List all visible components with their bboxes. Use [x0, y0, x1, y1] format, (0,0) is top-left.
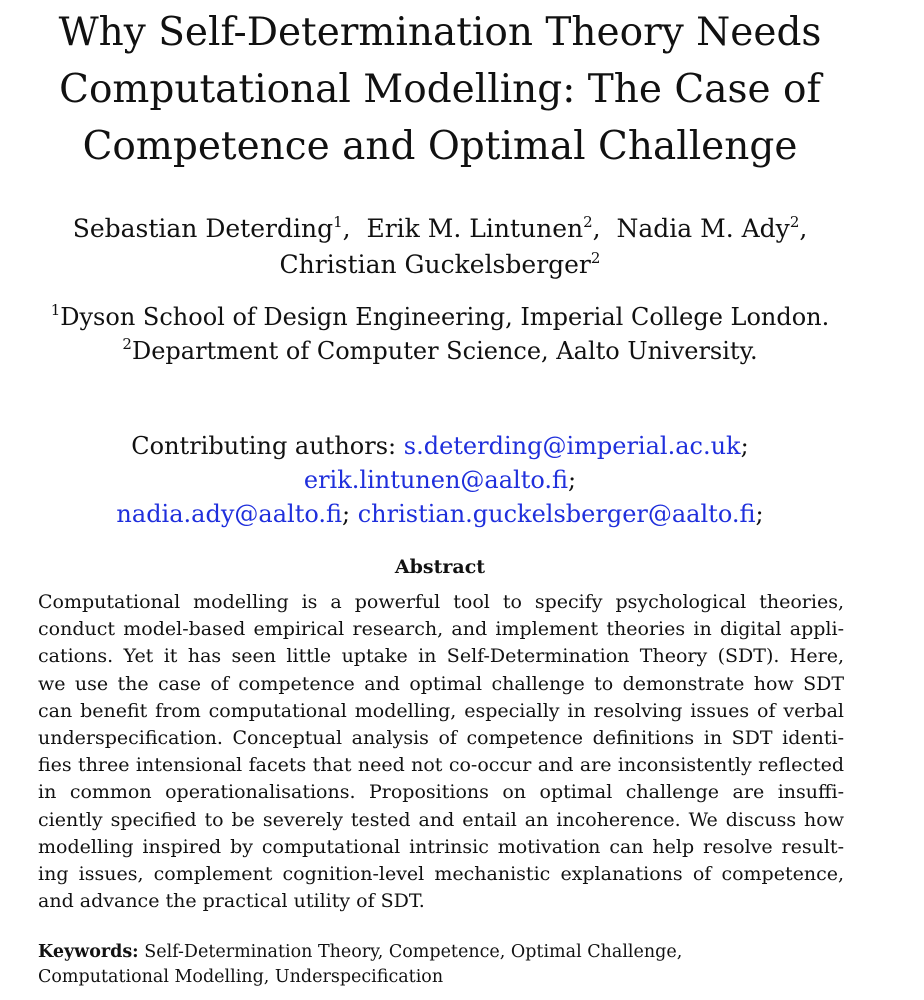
affiliation-text: Department of Computer Science, Aalto University.: [131, 337, 758, 365]
affiliation-line: [40, 334, 840, 368]
abstract-line: ing issues, complement cognition-level mechanistic explanations of competence,: [38, 862, 844, 885]
author-list: Sebastian Deterding$^1$, Erik M. Lintunen$^2$, Nadia M. Ady$^2$, Christian Guckelsberger$^2$: [72, 213, 808, 279]
title-line: Competence and Optimal Challenge: [82, 124, 798, 169]
abstract-line: cations. Yet it has seen little uptake in Self-Determination Theory (SDT). Here,: [38, 645, 844, 668]
email-link[interactable]: erik.lintunen@aalto.fi: [303, 466, 569, 494]
affiliation-marker: 1: [50, 301, 61, 319]
email-link[interactable]: s.deterding@imperial.ac.uk: [403, 432, 741, 460]
abstract-line: and advance the practical utility of SDT.: [38, 890, 425, 913]
affiliations: [40, 300, 840, 368]
author-affil-marker: 2: [789, 213, 800, 231]
abstract-line: modelling inspired by computational intrinsic motivation can help resolve result-: [38, 835, 844, 858]
abstract-line: conduct model-based empirical research, and implement theories in digital appli-: [38, 618, 844, 641]
keywords-text: Computational Modelling, Underspecification: [38, 967, 444, 987]
author-name: Erik M. Lintunen: [366, 214, 584, 243]
abstract-body: [38, 589, 844, 915]
abstract-line: Computational modelling is a powerful tool to specify psychological theories,: [38, 591, 844, 613]
author-affil-marker: 1: [333, 213, 343, 231]
abstract-line: fies three intensional facets that need not co-occur and are inconsistently reflected: [38, 754, 844, 777]
contributing-authors: Contributing authors: s.deterding@imperial.ac.uk; erik.lintunen@aalto.fi; nadia.ady@aalto.fi; christian.guckelsberger@aalto.fi;: [116, 432, 764, 528]
affiliation-line: [40, 300, 840, 334]
abstract-line: in common operationalisations. Propositions on optimal challenge are insuffi-: [38, 781, 844, 804]
abstract-line: can benefit from computational modelling, especially in resolving issues of verbal: [38, 699, 844, 722]
title-line: Computational Modelling: The Case of: [59, 67, 821, 112]
abstract-line: underspecification. Conceptual analysis of competence definitions in SDT identi-: [38, 726, 844, 749]
keywords-label: Keywords:: [38, 942, 139, 962]
abstract-line: ciently specified to be severely tested and entail an incoherence. We discuss how: [38, 808, 844, 831]
abstract-line: we use the case of competence and optimal challenge to demonstrate how SDT: [38, 672, 844, 695]
keywords-text: Self-Determination Theory, Competence, Optimal Challenge,: [144, 942, 683, 962]
email-link[interactable]: nadia.ady@aalto.fi: [116, 500, 342, 528]
affiliation-marker: 2: [122, 335, 132, 353]
paper-title: [40, 4, 840, 175]
affiliation-text: Dyson School of Design Engineering, Imperial College London.: [60, 303, 830, 331]
email-link[interactable]: christian.guckelsberger@aalto.fi: [357, 500, 756, 528]
author-name: Sebastian Deterding: [72, 214, 334, 243]
contributing-label: Contributing authors:: [131, 432, 397, 460]
author-affil-marker: 2: [590, 249, 601, 267]
author-affil-marker: 2: [583, 213, 593, 231]
keywords: [38, 940, 844, 990]
title-line: Why Self-Determination Theory Needs: [58, 10, 822, 55]
author-name: Nadia M. Ady: [616, 214, 790, 243]
abstract-heading: Abstract: [394, 556, 486, 578]
author-name: Christian Guckelsberger: [279, 250, 591, 279]
